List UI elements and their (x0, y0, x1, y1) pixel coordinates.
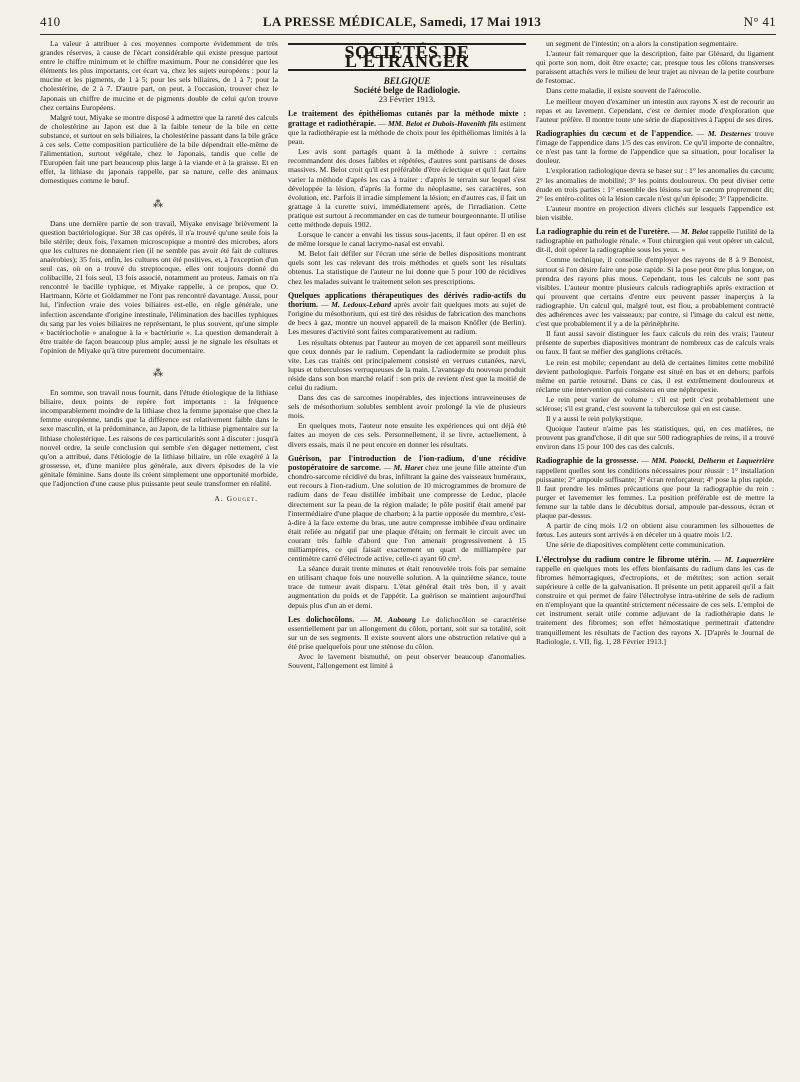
paragraph: Une série de diapositives complètent cette communication. (546, 540, 726, 550)
paragraph: La valeur à attribuer à ces moyennes comporte évidemment de très grandes réserves, à cause de l'écart considérable qui existe presque partout entre le chiffre minimum et le chiffre maximum. Pour ne considérer que les éléments les plus importants, cet écart va, chez les sujets européens : pour la mucine et les pigments, de 1 à 5; pour les sels biliaires, de 1 à 7; pour la cholestérine, de 2 à 7. D'autre part, on peut, à l'occasion, trouver chez le Japonais un chiffre de mucine et de pigments double de celui qu'on trouve chez certains Européens. (40, 39, 278, 112)
paragraph: Il faut aussi savoir distinguer les faux calculs du rein des vrais; l'auteur présente de superbes diapositives montrant de nombreux cas de calculs vrais ou faux. Il faut se méfier des ganglions crétacés. (536, 329, 774, 357)
paragraph: Malgré tout, Miyake se montre disposé à admettre que la rareté des calculs de cholestérine au Japon est due à la faible teneur de la bile en cette substance, et surtout en sels biliaires, la cholestérine passant dans la bile grâce à ces sels. Cette composition particulière de la bile dépendrait elle-même de l'alimentation, surtout végétale, chez le Japonais, tandis que celle de l'Européen fait une part beaucoup plus large à la viande et à la graisse. Et en effet, la lithiase du japonais rappelle, par sa nature, celle des animaux domestiques comme le bœuf. (40, 112, 278, 186)
article-text: rappelle l'utilité de la radiographie en pathologie rénale. « Tout chirurgien qui veut opérer un calcul, dit-il, doit opérer la radiographie sous les yeux. » (536, 226, 774, 255)
paragraph: La séance durait trente minutes et était renouvelée trois fois par semaine en utilisant chaque fois une nouvelle solution. A la quinzième séance, toute trace de tumeur avait disparu. L'état général était très bon, il y avait augmentation du poids et de l'appétit. La guérison se maintient aujourd'hui depuis plus d'un an et demi. (288, 564, 526, 610)
page-number: 410 (40, 14, 61, 29)
article-text: Le dolichocôlon se caractérise essentiellement par un allongement du côlon, portant, soit sur sa totalité, soit sur un de ses segments. Il existe souvent alors une obstruction relative qui a été prise quelquefois pour une sténose du côlon. (288, 614, 526, 652)
paragraph: Avec le lavement bismuthé, on peut observer beaucoup d'anomalies. Souvent, l'allongement est limité à (288, 652, 526, 671)
article-authors: M. Laquerrière (724, 554, 774, 564)
paragraph: En somme, son travail nous fournit, dans l'étude étiologique de la lithiase biliaire, deux points de repère fort importants : la fréquence incomparablement moindre de la lithiase chez la femme japonaise que chez la femme européenne, tandis que la différence est relativement faible dans le sexe masculin, et la prédominance, au Japon, de la lithiase pigmentaire sur la lithiase cholestérique. Les raisons de ces particularités sont à discuter : jusqu'à nouvel ordre, la seule conclusion qui semble s'en dégager nettement, c'est qu'on a attribué, dans l'étiologie de la lithiase biliaire, un rôle exagéré à la grossesse, et, d'une manière plus générale, aux divers épisodes de la vie génitale féminine. Sans doute ils créent simplement une opportunité morbide, que l'adjonction d'une cause plus puissante peut seule transformer en réalité. (40, 388, 278, 489)
section-title: SOCIÉTÉS DE L'ÉTRANGER (288, 43, 526, 71)
column-2 (288, 39, 526, 1079)
article-authors: MM. Potocki, Delherm et Laquerrière (651, 456, 774, 466)
paragraph: M. Belot fait défiler sur l'écran une série de belles dispositions montrant quels sont les cas relevant des trois méthodes et quels sont les résultats obtenus. La statistique de l'auteur ne lui donne que 5 pour 100 de récidives chez les malades suivant le traitement selon ses prescriptions. (288, 249, 526, 286)
article-lead: Radiographie de la grossesse. — MM. Potocki, Delherm et Laquerrière rappellent quelles sont les conditions nécessaires pour réussir : 1° installation puissante; 2° ampoule suffisante; 3° écran renforçateur; 4° pose la plus rapide. Il faut prendre les mêmes précautions que pour la radiographie du rein : purger et lavementer les femmes. La position préférable est de mettre la femme sur la table dans le décubitus dorsal, ampoule par-dessous, écran et plaque par-dessus. (536, 456, 774, 521)
issue-number: N° 41 (743, 14, 776, 29)
article-title: Quelques applications thérapeutiques des dérivés radio-actifs du thorium. (288, 290, 526, 309)
paragraph: Dans cette maladie, il existe souvent de l'aérocolie. (546, 86, 702, 96)
column-3 (536, 39, 774, 1079)
article-title: Radiographie de la grossesse. (536, 456, 639, 466)
paragraph: L'exploration radiologique devra se baser sur : 1° les anomalies du cæcum; 2° les anomalies de mobilité; 3° les points douloureux. On peut diviser cette étude en trois parties : 1° ensemble des lésions sur le cæcum proprement dit; 2° les entéro-colites où la lésion cæcale n'est qu'un épisode; 3° l'appendicite. (536, 166, 774, 203)
section-stars: ⁂ (153, 198, 165, 210)
paragraph: Dans des cas de sarcomes inopérables, des injections intraveineuses de sels de mésothorium solubles semblent avoir prolongé la vie de plusieurs mois. (288, 393, 526, 421)
paragraph: Quoique l'auteur n'aime pas les statistiques, qui, en ces matières, ne prouvent pas grand'chose, il dit que sur 500 radiographies de reins, il a trouvé environ dans 15 pour 100 des cas des calculs. (536, 424, 774, 452)
article-title: Le traitement des épithéliomas cutanés par la méthode mixte : grattage et radiothérapie. (288, 109, 526, 128)
article (288, 454, 526, 610)
paragraph: Le rein est mobile; cependant au delà de certaines limites cette mobilité devient pathologique. Parfois l'organe est situé en bas et en dehors; parfois même en partie retourné. Dans ce cas, il est extrêmement douloureux et réclame une intervention qui consistera en une néphropexie. (536, 357, 774, 394)
article-lead: L'électrolyse du radium contre le fibrome utérin. — M. Laquerrière rappelle en quelques mots les effets bienfaisants du radium dans les cas de fibromes hémorragiques, d'ectropions, et de métrites; son action serait supérieure à celle de la galvanisation. Il présente un petit appareil qu'il a fait construire et qui permet de faire l'électrolyse intra-utérine de sels de radium en n'employant que la quantité strictement nécessaire de ces sels. L'emploi de cet instrument serait utile comme adjuvant de la radiothérapie dans le traitement des fibromes; son effet hémostatique permettrait d'attendre tranquillement les résultats de l'action des rayons X. [D'après le Journal de Radiologie, t. VII, fig. 1, 28 Février 1913.] (536, 554, 774, 646)
paragraph: L'auteur montre en projection divers clichés sur lesquels l'appendice est bien visible. (536, 203, 774, 222)
journal-title: LA PRESSE MÉDICALE, Samedi, 17 Mai 1913 (262, 14, 542, 29)
article (288, 615, 526, 671)
article-authors: M. Haret (393, 462, 423, 472)
paragraph: L'auteur fait remarquer que la description, faite par Gléuard, du ligament qui porte son nom, doit être exacte; car, presque tous les côlons transverses paraissent attachés vers le milieu de leur trajet au niveau de la petite courbure de l'estomac. (536, 49, 774, 86)
article (536, 456, 774, 549)
article-title: Guérison, par l'introduction de l'ion-radium, d'une récidive postopératoire de sarcome. (288, 453, 526, 472)
article-authors: M. Ledoux-Lebard (331, 299, 392, 309)
paragraph: Le rein peut varier de volume : s'il est petit c'est probablement une sclérose; s'il est grand, c'est souvent la tuberculose qui en est cause. (536, 394, 774, 413)
article-title: Radiographies du cæcum et de l'appendice. (536, 128, 693, 138)
columns (40, 39, 776, 1079)
paragraph: Il y a aussi le rein polykystique. (546, 414, 643, 424)
country-heading: BELGIQUE (383, 76, 431, 87)
paragraph: Le meilleur moyen d'examiner un intestin aux rayons X est de recourir au repas et au lavement. Cependant, c'est ce dernier mode d'exploration que l'auteur préfère. Il montre toute une série de diapositives à l'appui de ses dires. (536, 96, 774, 124)
author-signature: A. Gouget. (214, 494, 258, 504)
paragraph: Les résultats obtenus par l'auteur au moyen de cet appareil sont meilleurs que ceux donnés par le radium. Cependant la radiodermite se produit plus vite. Les cas traités ont principalement consisté en verrues cutanées, nævi, lupus et tuberculoses verruqueuses de la main. L'avantage du nouveau produit réside dans son bon marché relatif : son prix de revient n'est que la moitié de celui du radium. (288, 337, 526, 392)
article-lead: Le traitement des épithéliomas cutanés par la méthode mixte : grattage et radiothérapie. — MM. Belot et Dubois-Havenith fils estiment que la radiothérapie est la méthode de choix pour les épithéliomas limités à la peau. (288, 109, 526, 147)
article-lead: Quelques applications thérapeutiques des dérivés radio-actifs du thorium. — M. Ledoux-Lebard après avoir fait quelques mots au sujet de l'origine du mésothorium, qui est tiré des résidus de fabrication des manchons de becs à gaz, montre un nouvel appareil de la maison Knöfler (de Berlin). Les mesures d'activité sont faites comparativement au radium. (288, 290, 526, 337)
header-rule (40, 34, 776, 35)
article-lead: La radiographie du rein et de l'uretère. — M. Belot rappelle l'utilité de la radiographie en pathologie rénale. « Tout chirurgien qui veut opérer un calcul, dit-il, doit opérer la radiographie sous les yeux. » (536, 226, 774, 255)
column-1 (40, 39, 278, 1079)
section-stars: ⁂ (153, 368, 165, 379)
article-text: chez une jeune fille atteinte d'un chondro-sarcome récidivé du bras, infiltrant la gaine des vaisseaux huméraux, eut recours à l'ion-radium. Une solution de 10 microgrammes de bromure de radium dans de l'eau distillée imbibait une compresse de Leduc, placée directement sur la peau de la région malade; le pôle positif était amené par l'intermédiaire d'une plaque de charbon; à la partie opposée du membre, c'est-à-dire à la face externe du bras, une autre compresse imbibée d'eau ordinaire était reliée au négatif par une plaque d'étain; on fermait le circuit avec un courant très faible d'abord que l'on amenait progressivement à 15 milliampères, ce qui faisait exactement un quart de milliampère par centimètre carré d'électrode active, celle-ci ayant 60 cm². (288, 462, 526, 564)
page-header (40, 14, 776, 30)
article-text: après avoir fait quelques mots au sujet de l'origine du mésothorium, qui est tiré des résidus de fabrication des manchons de becs à gaz, montre un nouvel appareil de la maison Knöfler (de Berlin). Les mesures d'activité sont faites comparativement au radium. (288, 299, 526, 337)
article-text: trouve l'image de l'appendice dans 1/5 des cas environ. Ce qu'il importe de connaître, ce n'est pas tant la forme de l'appendice que sa situation, pour localiser la douleur. (536, 128, 774, 166)
article-lead: Les dolichocôlons. — M. Aubourg Le dolichocôlon se caractérise essentiellement par un allongement du côlon, portant, soit sur sa totalité, soit sur un de ses segments. Il existe souvent alors une obstruction relative qui a été prise quelquefois pour une sténose du côlon. (288, 614, 526, 652)
article-text: estiment que la radiothérapie est la méthode de choix pour les épithéliomas limités à la peau. (288, 118, 526, 147)
society-heading: Société belge de Radiologie. (354, 85, 460, 96)
article-title: La radiographie du rein et de l'uretère. (536, 226, 670, 236)
article-text: rappelle en quelques mots les effets bienfaisants du radium dans les cas de fibromes hémorragiques, d'ectropions, et de métrites; son action serait supérieure à celle de la galvanisation. Il présente un petit appareil qu'il a fait construire et qui permet de faire l'électrolyse intra-utérine de sels de radium en n'employant que la quantité strictement nécessaire de ces sels. L'emploi de cet instrument serait utile comme adjuvant de la radiothérapie dans le traitement des fibromes; son effet hémostatique permettrait d'attendre tranquillement les résultats de l'action des rayons X. [D'après le Journal de Radiologie, t. VII, fig. 1, 28 Février 1913.] (536, 563, 774, 646)
article-authors: M. Aubourg (373, 614, 416, 624)
article-authors: M. Belot (681, 226, 709, 236)
session-date: 23 Février 1913. (378, 94, 436, 105)
paragraph: Comme technique, il conseille d'employer des rayons de 8 à 9 Benoist, surtout si l'on désire faire une pose rapide. Si la pose peut être plus longue, on prendra des rayons plus mous. Cependant, tous les calculs ne sont pas visibles. L'auteur montre plusieurs calculs radiographiés après extraction et qui prouvent que certains d'entre eux peuvent passer inaperçus à la radiographie. Un calcul qui, malgré tout, est flou, a probablement contracté des adhérences avec les vaisseaux; par contre, si l'image du calcul est nette, c'est que probablement il y a de la périnéphrite. (536, 255, 774, 329)
paragraph: A partir de cinq mois 1/2 on obtient aisu courammen les silhouettes de fœtus. Les auteurs sont arrivés à en déceler un à quatre mois 1/2. (536, 521, 774, 540)
article (536, 227, 774, 451)
article-text: rappellent quelles sont les conditions nécessaires pour réussir : 1° installation puissante; 2° ampoule suffisante; 3° écran renforçateur; 4° pose la plus rapide. Il faut prendre les mêmes précautions que pour la radiographie du rein : purger et lavementer les femmes. La position préférable est de mettre la femme sur la table dans le décubitus dorsal, ampoule par-dessous, écran et plaque par-dessus. (536, 465, 774, 521)
paragraph: En quelques mots, l'auteur note ensuite les expériences qui ont déjà été faites au moyen de ces sels. Personnellement, il se livre, actuellement, à divers essais, mais il ne peut encore en donner les résultats. (288, 421, 526, 449)
article-title: L'électrolyse du radium contre le fibrome utérin. (536, 554, 711, 564)
article (288, 291, 526, 449)
article-authors: M. Desternes (707, 128, 751, 138)
article (536, 129, 774, 222)
paragraph: un segment de l'intestin; on a alors la constipation segmentaire. (546, 39, 739, 48)
article-authors: MM. Belot et Dubois-Havenith fils (388, 118, 499, 128)
paragraph: Lorsque le cancer a envahi les tissus sous-jacents, il faut opérer. Il en est de même lorsque le canal lacrymo-nasal est envahi. (288, 230, 526, 249)
article-lead: Guérison, par l'introduction de l'ion-radium, d'une récidive postopératoire de sarcome. — M. Haret chez une jeune fille atteinte d'un chondro-sarcome récidivé du bras, infiltrant la gaine des vaisseaux huméraux, eut recours à l'ion-radium. Une solution de 10 microgrammes de bromure de radium dans de l'eau distillée imbibait une compresse de Leduc, placée directement sur la peau de la région malade; le pôle positif était amené par l'intermédiaire d'une plaque de charbon; à la partie opposée du membre, c'est-à-dire à la face externe du bras, une autre compresse imbibée d'eau ordinaire était reliée au négatif par une plaque d'étain; on fermait le circuit avec un courant très faible d'abord que l'on amenait progressivement à 15 milliampères, ce qui faisait exactement un quart de milliampère par centimètre carré d'électrode active, celle-ci ayant 60 cm². (288, 453, 526, 564)
article (536, 555, 774, 646)
paragraph: Dans une dernière partie de son travail, Miyake envisage brièvement la question bactériologique. Sur 38 cas opérés, il n'a trouvé qu'une seule fois la bile stérile; deux fois, l'examen microscopique a montré des microbes, alors que les cultures ne donnaient rien (il ne semble pas avoir été fait de cultures anaérobies); 35 fois, enfin, les cultures ont été positives, et, à l'exception d'un seul cas, où on a trouvé du streptocoque, elles ont toujours donné du colibacille, 21 fois seul, 13 fois associé, notamment au proteus. Jamais on n'a rencontré le bacille typhique, et Miyake rappelle, à ce propos, que O. Hartmann, Körte et Goldammer ne l'ont pas rencontré davantage. Aussi, pour lui, l'infection vraie des voies biliaires est-elle, en règle générale, une infection ascendante d'origine intestinale, l'élimination des bacilles typhiques du sang par les voies biliaires ne représentant, le plus souvent, qu'une simple « bactériocholie » analogue à la « bactériurie ». La question demanderait à être traitée de façon beaucoup plus ample; aussi je ne signale les résultats et l'opinion de Miyake qu'à titre purement documentaire. (40, 218, 278, 355)
article-title: Les dolichocôlons. (288, 614, 355, 624)
paragraph: Les avis sont partagés quant à la méthode à suivre : certains recommandent des doses faibles et répétées, d'autres sont partisans de doses massives. M. Belot croit qu'il est préférable d'être éclectique et qu'il faut faire varier la méthode d'après les cas à traiter : d'après le terrain sur lequel s'est développée la lésion, d'après la forme du néoplasme, ses caractères, son évolution, etc. Parfois il irradie simplement la lésion; en d'autres cas, il fait un grattage à la curette suivi, immédiatement après, de l'irradiation. Cette pratique est surtout à recommander en cas de tumeur bourgeonnante. Il utilise cette méthode depuis 1902. (288, 147, 526, 229)
article (288, 109, 526, 285)
article-lead: Radiographies du cæcum et de l'appendice. — M. Desternes trouve l'image de l'appendice dans 1/5 des cas environ. Ce qu'il importe de connaître, ce n'est pas tant la forme de l'appendice que sa situation, pour localiser la douleur. (536, 128, 774, 166)
